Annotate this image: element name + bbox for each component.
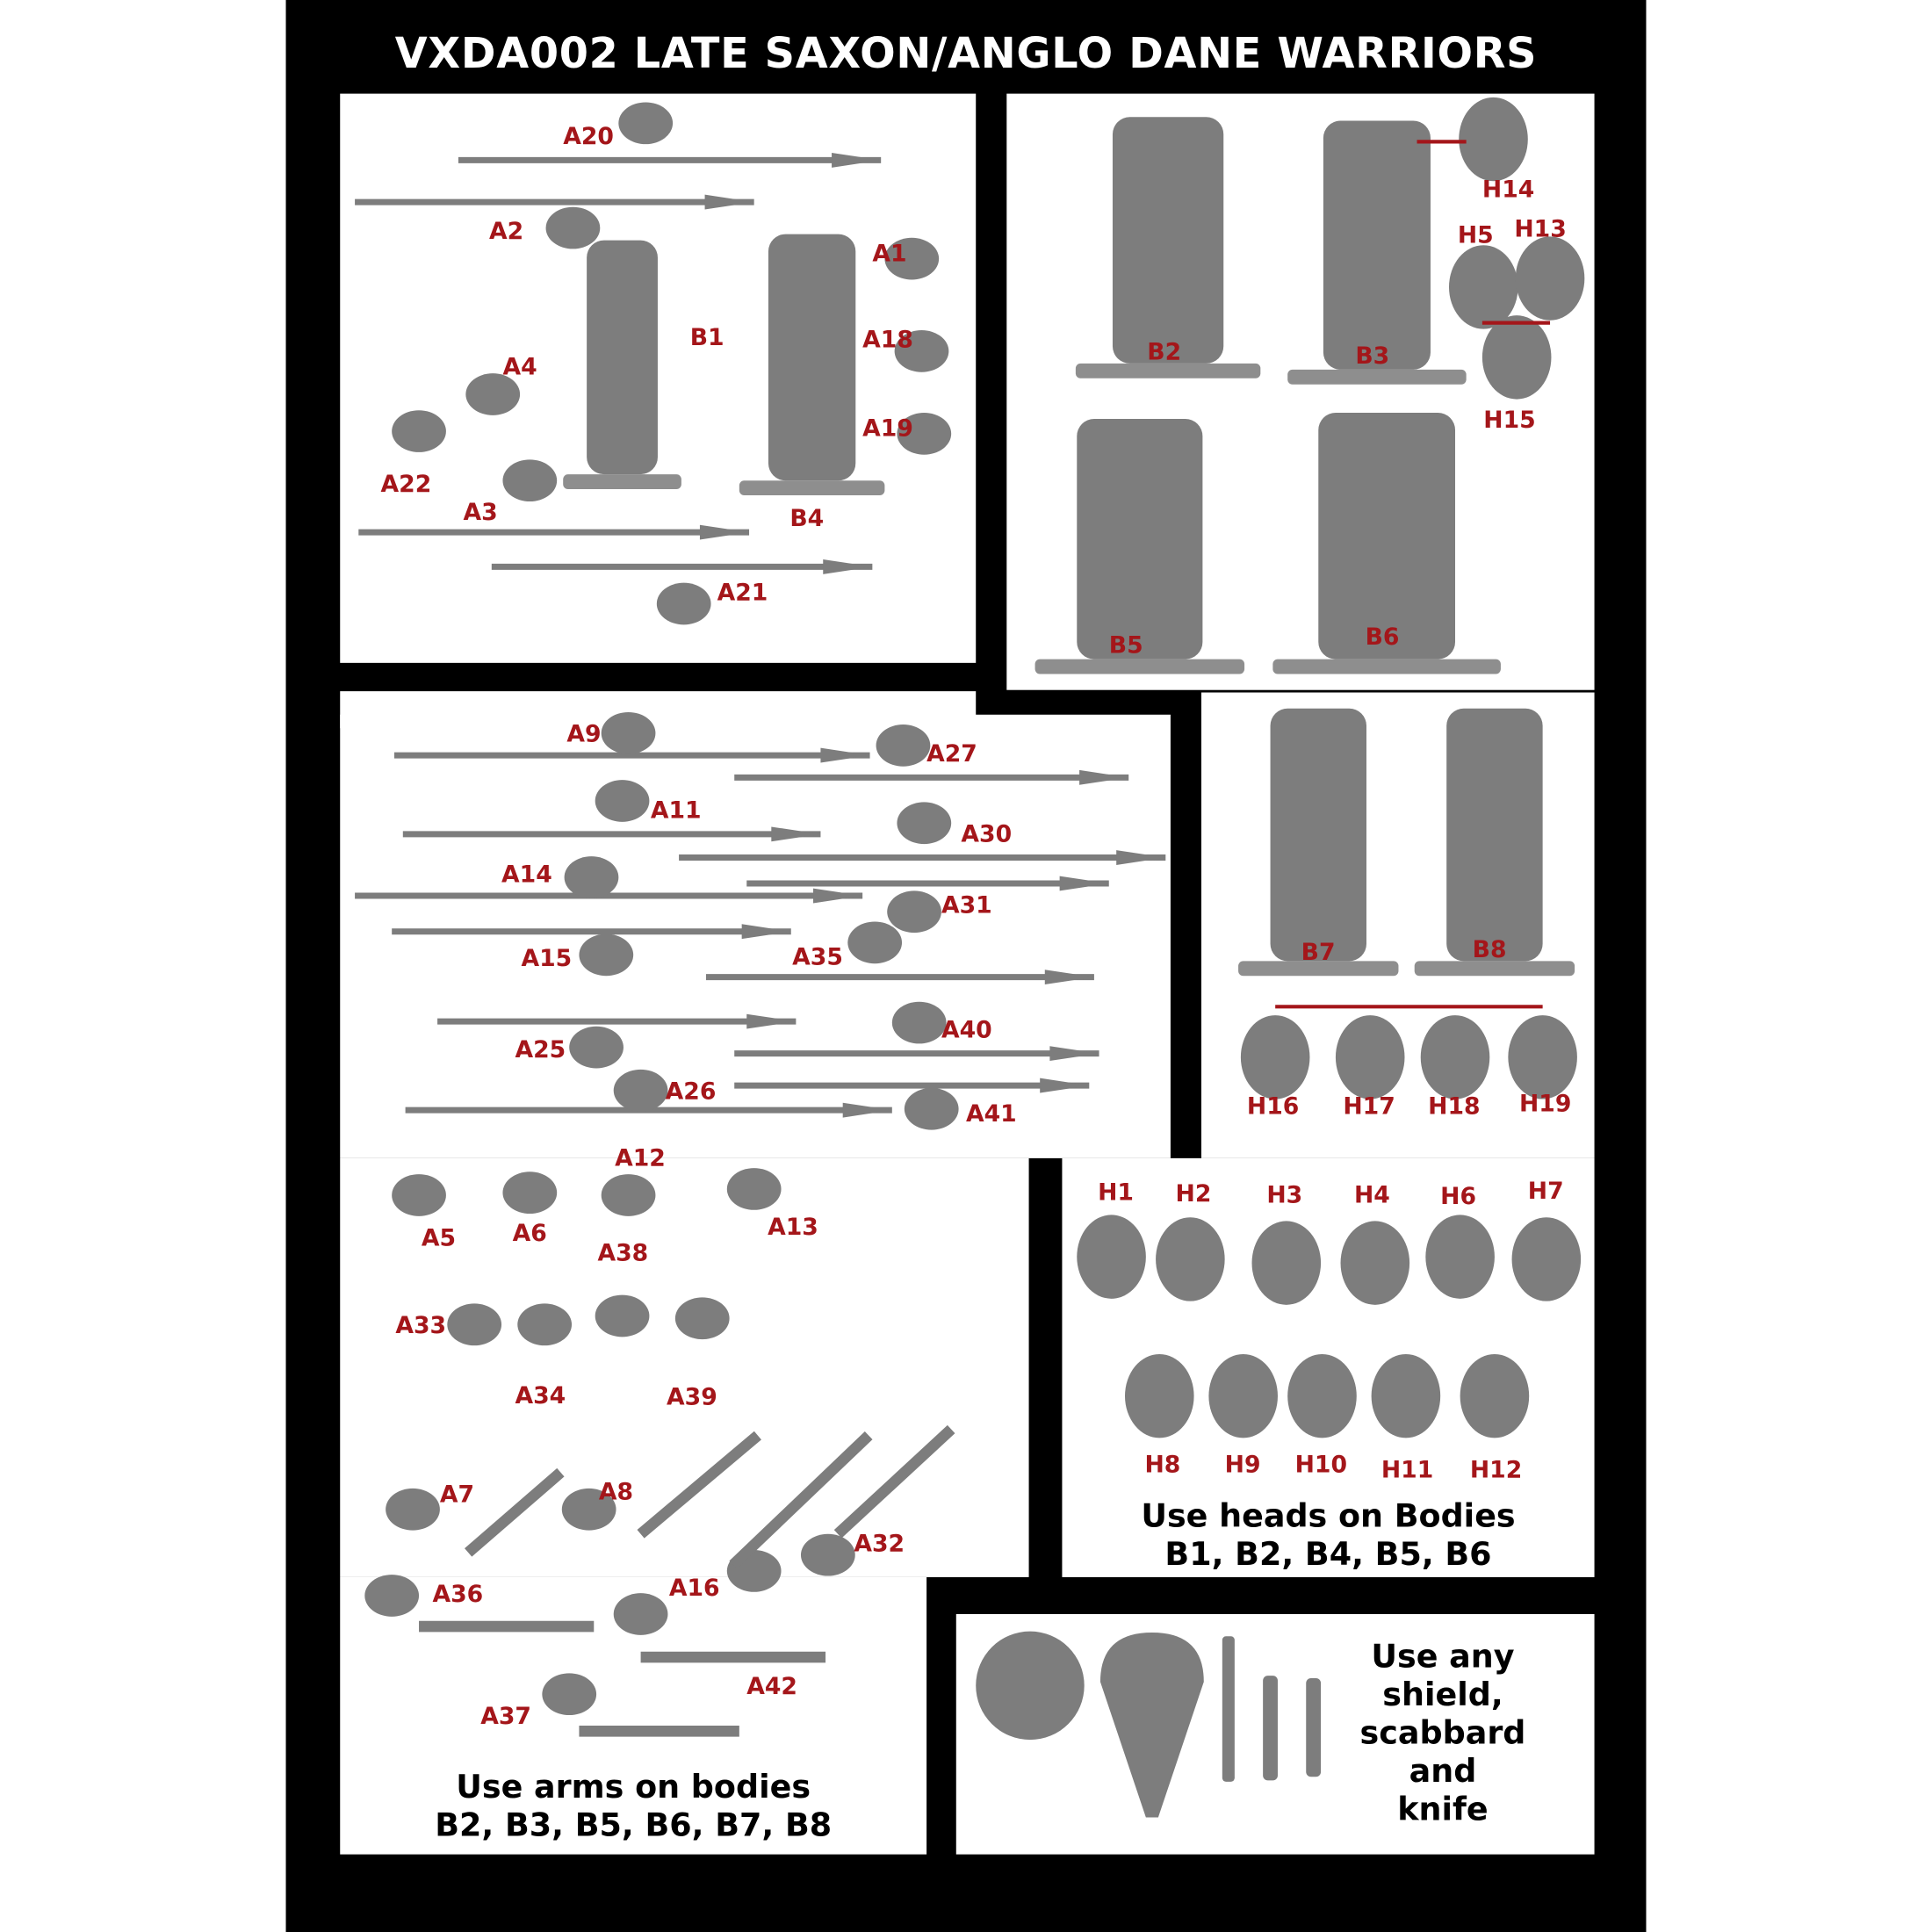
head [1512,1217,1582,1301]
spearhead [705,195,754,210]
part-label-a16: A16 [668,1575,720,1602]
accessories-line: scabbard [1359,1715,1526,1753]
body-figure [587,241,658,475]
body-figure [1318,413,1455,660]
part-label-a37: A37 [480,1703,531,1730]
part-label-a9: A9 [566,720,602,748]
arm [542,1673,596,1715]
part-label-h19: H19 [1518,1090,1572,1118]
arm [595,1295,650,1337]
head [1208,1354,1278,1438]
arm [801,1534,855,1576]
arm [386,1489,440,1531]
part-label-h6: H6 [1440,1182,1477,1210]
arms-caption [340,1770,926,1846]
spearhead [1040,1078,1089,1093]
arms-caption-line1: Use arms on bodies [456,1769,811,1806]
part-label-h18: H18 [1428,1092,1481,1121]
part-label-h14: H14 [1481,176,1535,204]
part-label-a8: A8 [598,1478,634,1506]
head [1336,1015,1405,1099]
arm [392,410,446,452]
arm [595,780,650,822]
head [1156,1217,1225,1301]
figure-base [1035,660,1245,674]
figure-base [739,480,885,495]
head [1516,236,1585,320]
arm [447,1303,501,1345]
part-label-a14: A14 [501,861,552,889]
kite-shield [1100,1633,1204,1817]
arm [675,1297,730,1339]
body-figure [1446,709,1542,962]
part-label-h15: H15 [1483,407,1536,434]
part-label-b1: B1 [689,324,724,351]
accessories-caption [1343,1639,1542,1829]
spearhead [1116,850,1165,865]
figure-base [1287,370,1466,385]
part-label-h17: H17 [1343,1092,1395,1121]
arm [569,1027,624,1069]
part-label-h12: H12 [1469,1456,1523,1484]
arm [392,1174,446,1216]
arm [876,724,931,767]
knife [1306,1678,1321,1777]
part-label-a42: A42 [746,1673,797,1701]
accessories-line: Use any [1371,1639,1515,1676]
part-label-b3: B3 [1355,342,1390,370]
part-label-a25: A25 [515,1035,566,1063]
arm [602,712,656,754]
spearhead [820,748,869,763]
sword [641,1436,758,1534]
arm [546,207,601,249]
arms-caption-line2: B2, B3, B5, B6, B7, B8 [435,1807,833,1845]
head [1241,1015,1310,1099]
part-label-b6: B6 [1365,623,1400,651]
head [1372,1354,1441,1438]
sword [468,1473,560,1553]
arm [614,1593,668,1635]
part-label-a4: A4 [502,353,537,381]
part-label-a11: A11 [650,797,702,825]
part-label-h5: H5 [1457,221,1494,249]
part-label-a39: A39 [667,1383,717,1411]
arm [579,934,633,977]
part-label-b4: B4 [789,505,825,533]
part-label-a27: A27 [926,740,977,768]
head [1449,245,1518,328]
head [1482,315,1552,399]
part-label-a3: A3 [463,499,498,527]
spearhead [700,525,749,540]
part-label-h1: H1 [1098,1179,1134,1207]
accessories-line: shield, [1382,1676,1503,1714]
heads-caption-line2: B1, B2, B4, B5, B6 [1164,1536,1492,1574]
accessories-line: and [1409,1753,1477,1791]
part-label-h16: H16 [1246,1092,1300,1121]
spearhead [771,826,820,841]
part-label-h11: H11 [1381,1456,1434,1484]
head [1077,1215,1146,1298]
arm [897,802,951,844]
arm [502,459,557,501]
head [1459,97,1528,181]
head [1341,1221,1410,1304]
part-label-a15: A15 [521,945,573,973]
head [1421,1015,1490,1099]
arm [565,856,619,898]
part-label-a36: A36 [432,1581,484,1608]
part-label-a38: A38 [597,1239,649,1267]
part-label-a34: A34 [515,1382,566,1410]
body-figure [768,234,855,481]
part-label-b8: B8 [1472,936,1507,964]
spearhead [1079,770,1128,785]
head [1125,1354,1194,1438]
part-label-a32: A32 [854,1530,905,1558]
spearhead [746,1014,796,1029]
part-label-a33: A33 [395,1312,447,1340]
arm [614,1070,668,1112]
part-label-a21: A21 [717,579,768,607]
part-label-h13: H13 [1514,215,1567,243]
part-label-a26: A26 [665,1078,717,1106]
spearhead [1049,1046,1099,1061]
part-label-h8: H8 [1144,1451,1181,1479]
part-label-a7: A7 [439,1481,475,1509]
spearhead [813,889,862,904]
arm [657,583,711,625]
knife [1263,1676,1278,1780]
body-figure [1077,419,1202,660]
part-label-h7: H7 [1527,1178,1564,1206]
part-label-a41: A41 [965,1099,1017,1128]
head [1508,1015,1577,1099]
arm [892,1002,947,1044]
part-label-a31: A31 [941,891,992,919]
figure-base [1272,660,1501,674]
scabbard [1222,1636,1235,1782]
round-shield [976,1632,1084,1740]
spearhead [1060,876,1109,891]
body-figure [1113,117,1223,364]
arm [905,1088,959,1130]
figure-base [563,474,681,489]
part-label-a22: A22 [380,470,432,498]
part-label-h3: H3 [1266,1181,1303,1209]
heads-caption-line1: Use heads on Bodies [1141,1498,1516,1536]
spearhead [843,1103,892,1118]
part-label-a35: A35 [792,943,843,971]
part-label-a6: A6 [512,1220,547,1247]
body-figure [1271,709,1366,962]
head [1287,1354,1357,1438]
part-label-h4: H4 [1353,1181,1390,1209]
arm [847,921,902,963]
part-label-a20: A20 [563,123,614,151]
spearhead [742,924,791,939]
head [1425,1215,1495,1298]
part-label-b7: B7 [1301,939,1336,966]
arm [602,1174,656,1216]
head [1252,1221,1322,1304]
part-label-b5: B5 [1108,631,1143,660]
part-label-a12: A12 [615,1144,666,1172]
arm [364,1575,419,1617]
heads-caption [1062,1498,1594,1575]
part-label-a13: A13 [768,1214,818,1241]
part-label-h10: H10 [1294,1451,1348,1479]
part-label-h9: H9 [1224,1451,1261,1479]
arm [727,1168,782,1210]
part-label-b2: B2 [1147,338,1182,366]
arm [502,1171,557,1214]
part-label-a2: A2 [489,218,524,246]
part-label-a1: A1 [872,240,907,268]
accessories-line: knife [1397,1791,1489,1829]
body-figure [1323,120,1431,369]
part-label-a18: A18 [862,326,913,354]
arm [618,102,673,144]
part-label-a40: A40 [941,1016,992,1044]
spearhead [1045,970,1094,984]
spearhead [823,559,872,574]
arm [887,890,941,933]
arm [517,1303,572,1345]
spearhead [832,153,881,168]
part-label-a5: A5 [421,1224,457,1252]
page-title: VXDA002 LATE SAXON/ANGLO DANE WARRIORS [394,29,1538,79]
part-label-a19: A19 [862,415,913,443]
head [1460,1354,1530,1438]
part-label-h2: H2 [1175,1180,1212,1208]
part-label-a30: A30 [961,820,1013,848]
